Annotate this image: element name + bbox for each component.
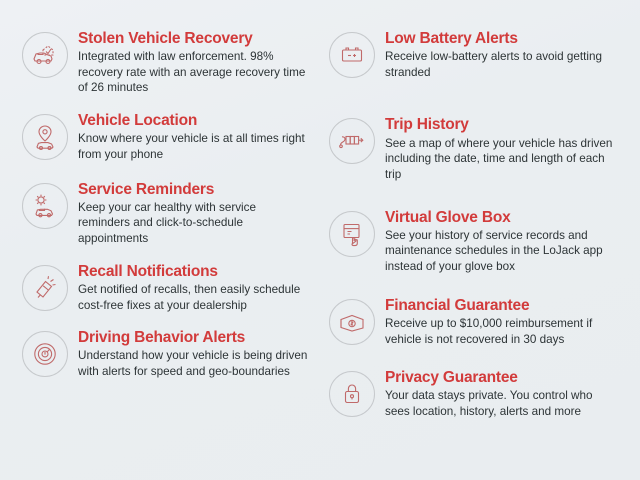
driving-behavior-speedometer-icon	[22, 331, 68, 377]
financial-guarantee-money-icon	[329, 299, 375, 345]
feature-title: Recall Notifications	[78, 262, 218, 280]
feature-text	[78, 329, 311, 379]
trip-history-route-icon	[329, 118, 375, 164]
feature-text	[78, 263, 311, 313]
feature-description: Understand how your vehicle is being driven with alerts for speed and geo-boundaries	[78, 349, 308, 378]
stolen-vehicle-recovery-icon	[22, 32, 68, 78]
low-battery-icon	[329, 32, 375, 78]
feature-text	[385, 369, 618, 419]
feature-description: See a map of where your vehicle has driven including the date, time and length of each trip	[385, 136, 613, 181]
feature-column-right	[329, 30, 618, 456]
feature-trip-history	[329, 116, 618, 182]
virtual-glove-box-icon	[329, 211, 375, 257]
feature-description: Receive up to $10,000 reimbursement if vehicle is not recovered in 30 days	[385, 316, 593, 346]
feature-text	[385, 297, 618, 347]
feature-description: See your history of service records and maintenance schedules in the LoJack app instead of your glove box	[385, 228, 603, 274]
recall-notifications-megaphone-icon	[22, 265, 68, 311]
feature-description: Your data stays private. You control who sees location, history, alerts and more	[385, 389, 593, 418]
feature-description: Keep your car healthy with service reminders and click-to-schedule appointments	[78, 200, 256, 246]
feature-text	[385, 116, 618, 182]
feature-column-left	[22, 30, 311, 456]
feature-virtual-glove-box	[329, 209, 618, 275]
feature-title: Driving Behavior Alerts	[78, 329, 246, 347]
service-reminders-gear-icon	[22, 183, 68, 229]
vehicle-location-pin-icon	[22, 114, 68, 160]
feature-title: Trip History	[385, 116, 469, 134]
feature-text	[78, 112, 311, 162]
feature-title: Privacy Guarantee	[385, 369, 518, 387]
feature-columns	[22, 30, 618, 456]
feature-privacy-guarantee	[329, 369, 618, 419]
feature-title: Vehicle Location	[78, 112, 198, 130]
feature-description: Get notified of recalls, then easily schedule cost-free fixes at your dealership	[78, 282, 301, 312]
feature-text	[385, 209, 618, 275]
feature-service-reminders	[22, 181, 311, 247]
feature-text	[78, 181, 311, 247]
feature-title: Virtual Glove Box	[385, 208, 511, 226]
feature-description: Integrated with law enforcement. 98% recovery rate with an average recovery time of 26 minutes	[78, 50, 306, 95]
feature-description: Receive low-battery alerts to avoid getting stranded	[385, 50, 602, 79]
privacy-guarantee-lock-icon	[329, 371, 375, 417]
feature-financial-guarantee	[329, 297, 618, 347]
feature-title: Low Battery Alerts	[385, 30, 518, 47]
feature-low-battery-alerts	[329, 30, 618, 80]
feature-driving-behavior-alerts	[22, 329, 311, 379]
feature-text	[385, 30, 618, 80]
feature-title: Stolen Vehicle Recovery	[78, 30, 253, 47]
feature-description: Know where your vehicle is at all times right from your phone	[78, 132, 305, 161]
feature-title: Service Reminders	[78, 180, 215, 198]
feature-title: Financial Guarantee	[385, 296, 530, 314]
feature-text	[78, 30, 311, 96]
feature-stolen-vehicle-recovery	[22, 30, 311, 96]
feature-vehicle-location	[22, 112, 311, 162]
feature-recall-notifications	[22, 263, 311, 313]
